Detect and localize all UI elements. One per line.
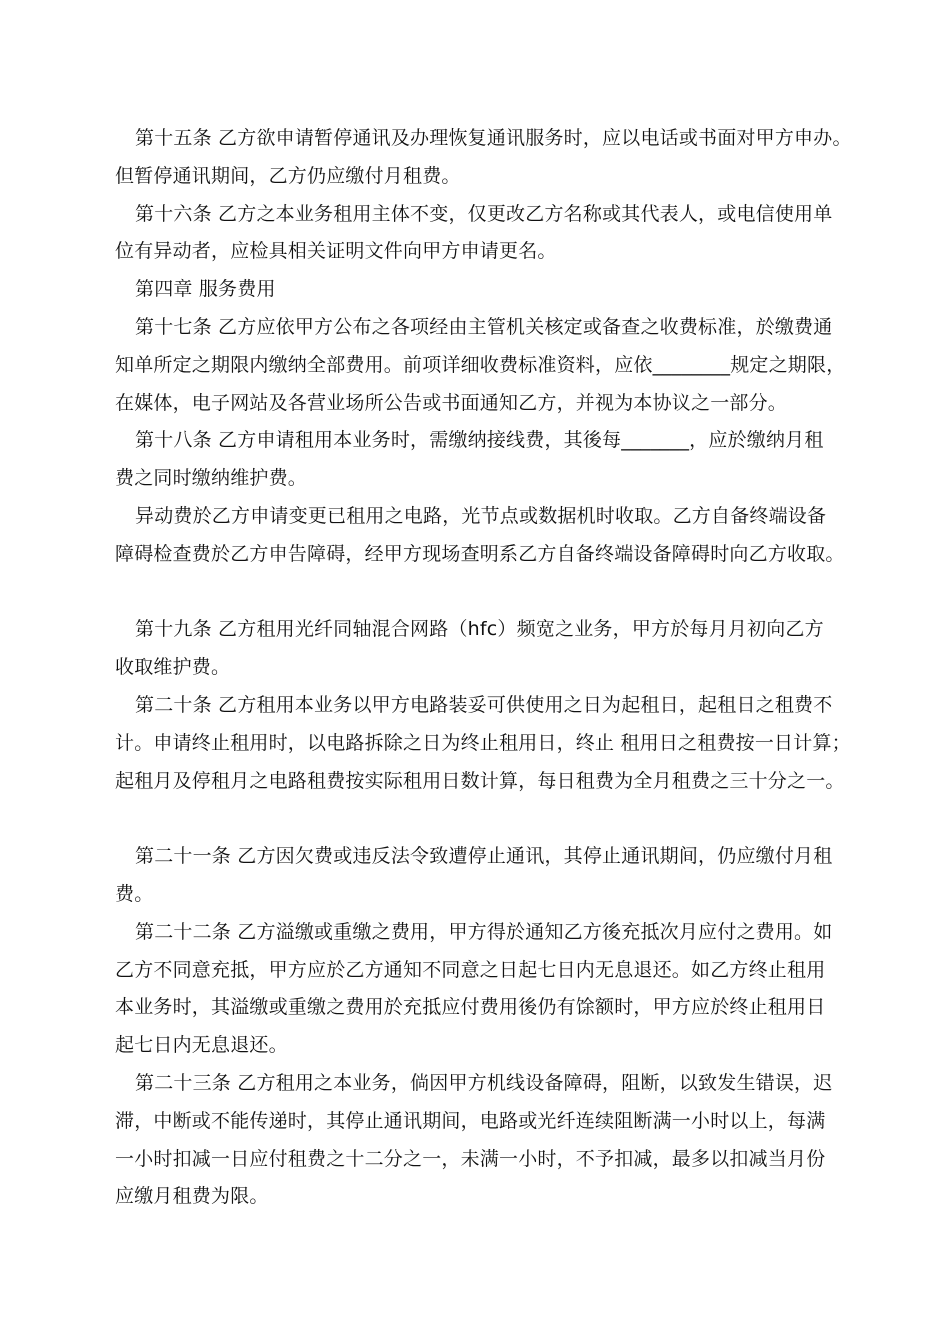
text-line: 乙方不同意充抵，甲方应於乙方通知不同意之日起七日内无息退还。如乙方终止租用	[115, 958, 826, 981]
text-line: 费之同时缴纳维护费。	[115, 467, 308, 490]
text-line: 第十九条 乙方租用光纤同轴混合网路（hfc）频宽之业务，甲方於每月月初向乙方	[135, 618, 824, 641]
text-line: 收取维护费。	[115, 656, 231, 679]
text-line: 费。	[115, 882, 154, 905]
text-line: 第二十条 乙方租用本业务以甲方电路装妥可供使用之日为起租日，起租日之租费不	[135, 693, 833, 716]
text-line: 第二十一条 乙方因欠费或违反法令致遭停止通讯，其停止通讯期间，仍应缴付月租	[135, 845, 833, 868]
text-line: 在媒体，电子网站及各营业场所公告或书面通知乙方，并视为本协议之一部分。	[115, 391, 788, 414]
chapter-heading: 第四章 服务费用	[135, 278, 276, 301]
text-line: 位有异动者，应检具相关证明文件向甲方申请更名。	[115, 240, 557, 263]
text-line: 第十五条 乙方欲申请暂停通讯及办理恢复通讯服务时，应以电话或书面对甲方申办。	[135, 127, 852, 149]
paragraph-gap	[115, 574, 845, 612]
document-body	[115, 120, 852, 1216]
text-line: 起七日内无息退还。	[115, 1034, 288, 1057]
text-line: 起租月及停租月之电路租费按实际租用日数计算，每日租费为全月租费之三十分之一。	[115, 769, 845, 792]
paragraph-gap	[115, 800, 845, 838]
text-line: 第十六条 乙方之本业务租用主体不变，仅更改乙方名称或其代表人，或电信使用单	[135, 202, 833, 225]
text-line: 滞，中断或不能传递时，其停止通讯期间，电路或光纤连续阻断满一小时以上，每满	[115, 1109, 826, 1132]
text-line: 但暂停通讯期间，乙方仍应缴付月租费。	[115, 164, 461, 187]
text-line: 第十七条 乙方应依甲方公布之各项经由主管机关核定或备查之收费标准，於缴费通	[135, 315, 833, 338]
text-line: 障碍检查费於乙方申告障碍，经甲方现场查明系乙方自备终端设备障碍时向乙方收取。	[115, 542, 845, 565]
text-line: 计。申请终止租用时，以电路拆除之日为终止租用日，终止 租用日之租费按一日计算；	[115, 731, 851, 754]
text-line: 本业务时，其溢缴或重缴之费用於充抵应付费用後仍有馀额时，甲方应於终止租用日	[115, 996, 826, 1019]
text-line: 知单所定之期限内缴纳全部费用。前项详细收费标准资料，应依________规定之期限，	[115, 353, 846, 376]
text-line: 第二十三条 乙方租用之本业务，倘因甲方机线设备障碍，阻断，以致发生错误，迟	[135, 1071, 833, 1094]
text-line: 第十八条 乙方申请租用本业务时，需缴纳接线费，其後每_______，应於缴纳月租	[135, 429, 824, 452]
text-line: 一小时扣减一日应付租费之十二分之一，未满一小时，不予扣减，最多以扣减当月份	[115, 1147, 826, 1170]
text-line: 应缴月租费为限。	[115, 1185, 269, 1208]
text-line: 第二十二条 乙方溢缴或重缴之费用，甲方得於通知乙方後充抵次月应付之费用。如	[135, 920, 833, 943]
text-line: 异动费於乙方申请变更已租用之电路，光节点或数据机时收取。乙方自备终端设备	[135, 504, 827, 527]
